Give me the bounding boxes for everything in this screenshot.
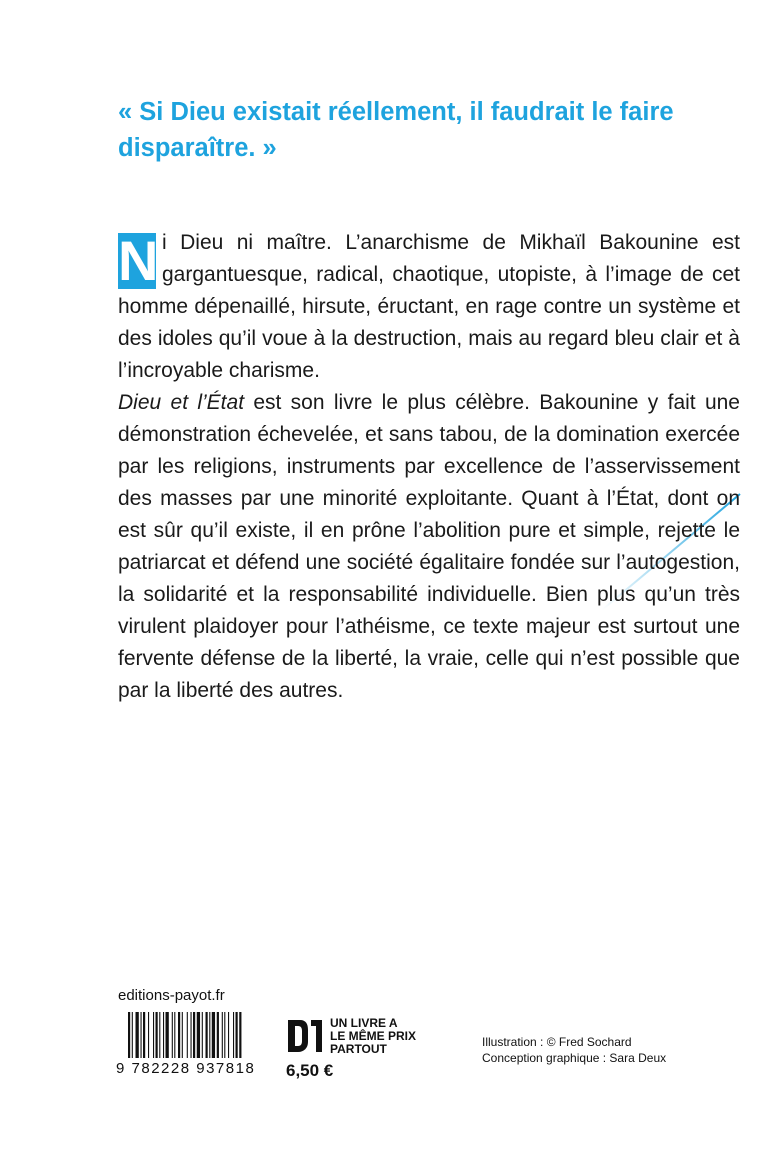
- design-credit: Conception graphique : Sara Deux: [482, 1051, 667, 1065]
- book-title: Dieu et l’État: [118, 391, 245, 414]
- blurb-paragraph: [118, 227, 740, 707]
- slogan-line: UN LIVRE A: [330, 1016, 398, 1030]
- book-price-logo-icon: [286, 1016, 324, 1054]
- blurb-rest: est son livre le plus célèbre. Bakounine y fait une démonstration échevelée, et sans tabou, de la domination exercée par les religions, instruments par excellence de l’asservissement des masses par une minorité exploitante. Quant à l’État, dont on est sûr qu’il existe, il en prône l’abolition pure et simple, rejette le patriarcat et défend une société égalitaire fondée sur l’autogestion, la solidarité et la responsabilité individuelle. Bien plus qu’un très virulent plaidoyer pour l’athéisme, ce texte majeur est surtout une fervente défense de la liberté, la vraie, celle qui n’est possible que par la liberté des autres.: [118, 391, 740, 702]
- blurb: [118, 227, 740, 707]
- publisher-website: editions-payot.fr: [118, 987, 225, 1004]
- drop-cap: N: [118, 229, 159, 292]
- illustration-credit: Illustration : © Fred Sochard: [482, 1035, 632, 1049]
- blurb-intro: i Dieu ni maître. L’anarchisme de Mikhaïl Bakounine est gargantuesque, radical, chaotique, utopiste, à l’image de cet homme dépenaillé, hirsute, éructant, en rage contre un système et des idoles qu’il voue à la destruction, mais au regard bleu clair et à l’incroyable charisme.: [118, 231, 740, 382]
- credits: [482, 1034, 666, 1066]
- isbn-number: 9 782228 937818: [116, 1060, 256, 1077]
- price: 6,50 €: [286, 1061, 334, 1080]
- slogan-line: PARTOUT: [330, 1042, 387, 1056]
- back-cover-quote: « Si Dieu existait réellement, il faudrait le faire disparaître. »: [118, 98, 674, 162]
- price-slogan: [330, 1017, 416, 1056]
- slogan-line: LE MÊME PRIX: [330, 1029, 417, 1043]
